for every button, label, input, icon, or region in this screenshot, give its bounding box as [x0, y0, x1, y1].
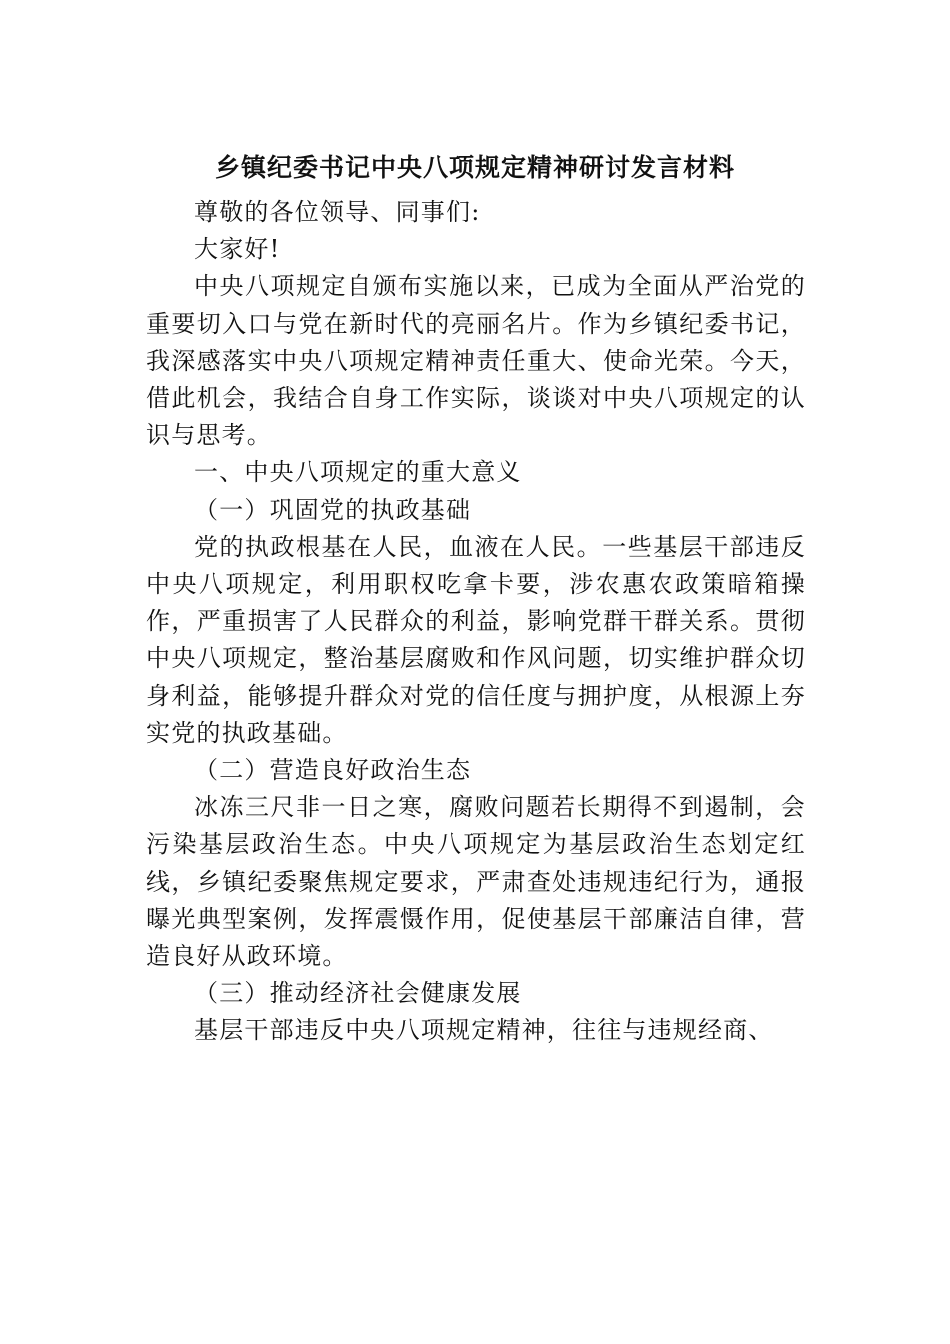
salutation: 大家好! [194, 235, 281, 264]
subsection-heading-1: （一）巩固党的执政基础 [194, 495, 472, 524]
subsection-heading-3: （三）推动经济社会健康发展 [194, 979, 522, 1008]
document-body [146, 194, 806, 1050]
document-title: 乡镇纪委书记中央八项规定精神研讨发言材料 [214, 153, 735, 182]
subsection-heading-2: （二）营造良好政治生态 [194, 756, 472, 785]
body-paragraph: 基层干部违反中央八项规定精神，往往与违规经商、 [194, 1016, 774, 1045]
intro-paragraph: 中央八项规定自颁布实施以来，已成为全面从严治党的重要切入口与党在新时代的亮丽名片。作为乡镇纪委书记，我深感落实中央八项规定精神责任重大、使命光荣。今天，借此机会，我结合自身工作实际，谈谈对中央八项规定的认识与思考。 [146, 272, 806, 450]
body-paragraph: 党的执政根基在人民，血液在人民。一些基层干部违反中央八项规定，利用职权吃拿卡要，涉农惠农政策暗箱操作，严重损害了人民群众的利益，影响党群干群关系。贯彻中央八项规定，整治基层腐败和作风问题，切实维护群众切身利益，能够提升群众对党的信任度与拥护度，从根源上夯实党的执政基础。 [146, 532, 806, 747]
body-paragraph: 冰冻三尺非一日之寒，腐败问题若长期得不到遏制，会污染基层政治生态。中央八项规定为基层政治生态划定红线，乡镇纪委聚焦规定要求，严肃查处违规违纪行为，通报曝光典型案例，发挥震慑作用，促使基层干部廉洁自律，营造良好从政环境。 [146, 793, 806, 971]
greeting: 尊敬的各位领导、同事们: [194, 198, 481, 226]
section-heading-1: 一、中央八项规定的重大意义 [194, 458, 522, 487]
